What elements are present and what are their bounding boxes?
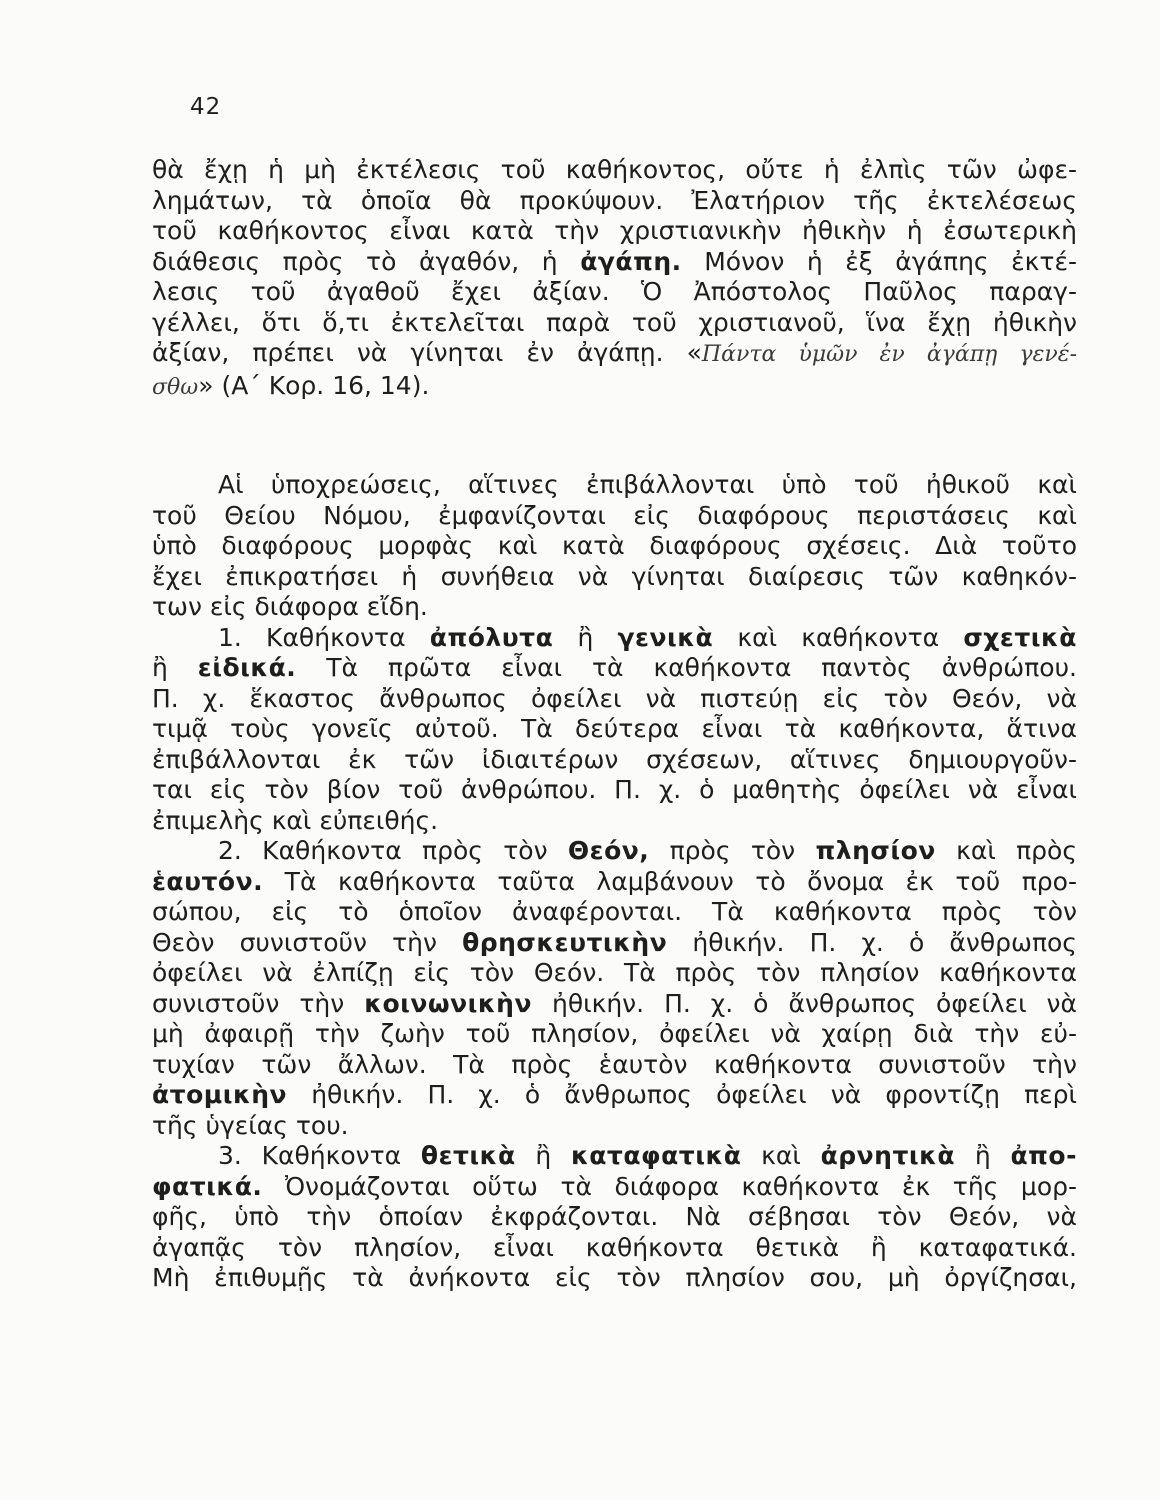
text-run: διάθεσις πρὸς τὸ ἀγαθόν, ἡ [152,246,581,276]
text-line [152,1080,1077,1111]
text-line: Μὴ ἐπιθυμῇς τὰ ἀνήκοντα εἰς τὸν πλησίον σου, μὴ ὀργίζησαι, [152,1263,1077,1292]
text-line: ἐπιβάλλονται ἐκ τῶν ἰδιαιτέρων σχέσεων, αἵτινες δημιουργοῦν- [152,744,1077,774]
text-line: ται εἰς τὸν βίον τοῦ ἀνθρώπου. Π. χ. ὁ μαθητὴς ὀφείλει νὰ εἶναι [152,775,1077,804]
emphasis-term: Θεόν, [567,836,650,865]
paragraph-1 [152,155,1077,403]
paragraph-3 [152,623,1077,837]
text-line: Π. χ. ἕκαστος ἄνθρωπος ὀφείλει νὰ πιστεύῃ εἰς τὸν Θεόν, νὰ [152,683,1077,713]
emphasis-term: ἀρνητικὰ [820,1141,956,1170]
text-line: ἔχει ἐπικρατήσει ἡ συνήθεια νὰ γίνηται διαίρεσις τῶν καθηκόν- [152,561,1077,591]
emphasis-term: ἀπο- [1010,1141,1077,1170]
citation: » (Α΄ Κορ. 16, 14). [198,370,430,400]
text-line: φῆς, ὑπὸ τὴν ὁποίαν ἐκφράζονται. Νὰ σέβησαι τὸν Θεόν, νὰ [152,1202,1077,1231]
text-line [152,247,1077,278]
text-line: γέλλει, ὅτι ὅ,τι ἐκτελεῖται παρὰ τοῦ χριστιανοῦ, ἵνα ἔχῃ ἠθικὴν [152,307,1077,337]
text-run: ἠθικήν. Π. χ. ὁ ἄνθρωπος [667,927,1077,957]
text-line: ἐπιμελὴς καὶ εὐπειθής. [152,805,439,835]
emphasis-term: πλησίον [815,836,936,865]
text-line [152,371,1077,404]
emphasis-term: κοινωνικὴν [364,988,532,1018]
text-line [152,1141,1077,1172]
paragraph-2 [152,470,1077,623]
text-run: πρὸς τὸν [649,836,816,865]
text-line: τιμᾷ τοὺς γονεῖς αὐτοῦ. Τὰ δεύτερα εἶναι τὰ καθήκοντα, ἅτινα [152,714,1077,743]
text-run: ἢ [152,653,198,682]
text-run: καὶ καθήκοντα [713,622,964,652]
emphasis-term: θετικὰ [420,1141,516,1170]
text-line: τυχίαν τῶν ἄλλων. Τὰ πρὸς ἑαυτὸν καθήκοντα συνιστοῦν τὴν [152,1049,1077,1079]
text-line: ὑπὸ διαφόρους μορφὰς καὶ κατὰ διαφόρους σχέσεις. Διὰ τοῦτο [152,531,1077,560]
text-run: ἀξίαν, πρέπει νὰ γίνηται ἐν ἀγάπῃ. « [152,338,702,367]
text-run: Θεὸν συνιστοῦν τὴν [152,927,463,957]
text-run: ἢ [955,1141,1011,1170]
paragraph-5 [152,1141,1077,1294]
emphasis-term: ἑαυτόν. [152,866,264,896]
text-run: Τὰ πρῶτα εἶναι τὰ καθήκοντα παντὸς ἀνθρώπου. [296,653,1078,682]
text-run: Αἱ ὑποχρεώσεις, αἵτινες ἐπιβάλλονται ὑπὸ τοῦ ἠθικοῦ καὶ [218,470,1077,499]
emphasis-agape: ἀγάπη. [580,246,682,276]
text-run: Τὰ καθήκοντα ταῦτα λαμβάνουν τὸ ὄνομα ἐκ τοῦ προ- [263,866,1077,896]
emphasis-term: φατικά. [152,1171,263,1201]
text-run: 3. Καθήκοντα [218,1141,421,1170]
text-line: τῆς ὑγείας του. [152,1110,349,1140]
page-number: 42 [190,94,222,120]
paragraph-4 [152,836,1077,1141]
emphasis-term: θρησκευτικὴν [462,927,668,957]
text-line: των εἰς διάφορα εἴδη. [152,592,428,621]
text-line: τοῦ Θείου Νόμου, ἐμφανίζονται εἰς διαφόρους περιστάσεις καὶ [152,500,1077,530]
text-line: θὰ ἔχῃ ἡ μὴ ἐκτέλεσις τοῦ καθήκοντος, οὔτε ἡ ἐλπὶς τῶν ὠφε- [152,155,1077,184]
emphasis-term: καταφατικὰ [570,1141,742,1170]
text-line: μὴ ἀφαιρῇ τὴν ζωὴν τοῦ πλησίον, ὀφείλει νὰ χαίρῃ διὰ τὴν εὐ- [152,1019,1077,1048]
emphasis-term: γενικὰ [617,622,714,652]
text-line: ἀγαπᾷς τὸν πλησίον, εἶναι καθήκοντα θετικὰ ἢ καταφατικά. [152,1232,1077,1262]
emphasis-term: εἰδικά. [197,653,297,682]
text-line: λημάτων, τὰ ὁποῖα θὰ προκύψουν. Ἐλατήριον τῆς ἐκτελέσεως [152,185,1077,215]
text-run: ἠθικήν. Π. χ. ὁ ἄνθρωπος ὀφείλει νὰ [532,988,1077,1018]
text-line: σώπου, εἰς τὸ ὁποῖον ἀναφέρονται. Τὰ καθήκοντα πρὸς τὸν [152,897,1077,926]
text-run: Ὀνομάζονται οὕτω τὰ διάφορα καθήκοντα ἐκ τῆς μορ- [262,1171,1077,1201]
emphasis-term: ἀτομικὴν [152,1080,288,1109]
text-run: καὶ [741,1141,821,1170]
text-line [152,470,1077,501]
text-run: 2. Καθήκοντα πρὸς τὸν [218,836,568,865]
text-line: ὀφείλει νὰ ἐλπίζῃ εἰς τὸν Θεόν. Τὰ πρὸς τὸν πλησίον καθήκοντα [152,958,1077,987]
text-run: ἢ [515,1141,571,1170]
text-line: τοῦ καθήκοντος εἶναι κατὰ τὴν χριστιανικὴν ἠθικὴν ἡ ἐσωτερικὴ [152,216,1077,245]
text-run: ἢ [553,622,618,652]
text-run: καὶ πρὸς [935,836,1077,865]
text-line [152,653,1077,684]
text-line [152,623,1077,654]
text-run: ἠθικήν. Π. χ. ὁ ἄνθρωπος ὀφείλει νὰ φροντίζῃ περὶ [287,1080,1077,1109]
text-line [152,928,1077,959]
emphasis-term: σχετικὰ [963,622,1077,652]
text-run: Μόνον ἡ ἐξ ἀγάπης ἐκτέ- [681,246,1078,276]
text-run: συνιστοῦν τὴν [152,988,365,1018]
text-line [152,989,1077,1020]
text-line [152,836,1077,867]
text-line [152,338,1077,371]
emphasis-term: ἀπόλυτα [429,622,554,652]
text-line: λεσις τοῦ ἀγαθοῦ ἔχει ἀξίαν. Ὁ Ἀπόστολος Παῦλος παραγ- [152,277,1077,306]
text-line [152,867,1077,898]
text-run: 1. Καθήκοντα [218,622,430,652]
quotation-italic: σθω [152,374,199,400]
main-text [152,470,1077,1294]
text-line [152,1172,1077,1203]
quotation-italic: Πάντα ὑμῶν ἐν ἀγάπῃ γενέ- [701,342,1077,367]
